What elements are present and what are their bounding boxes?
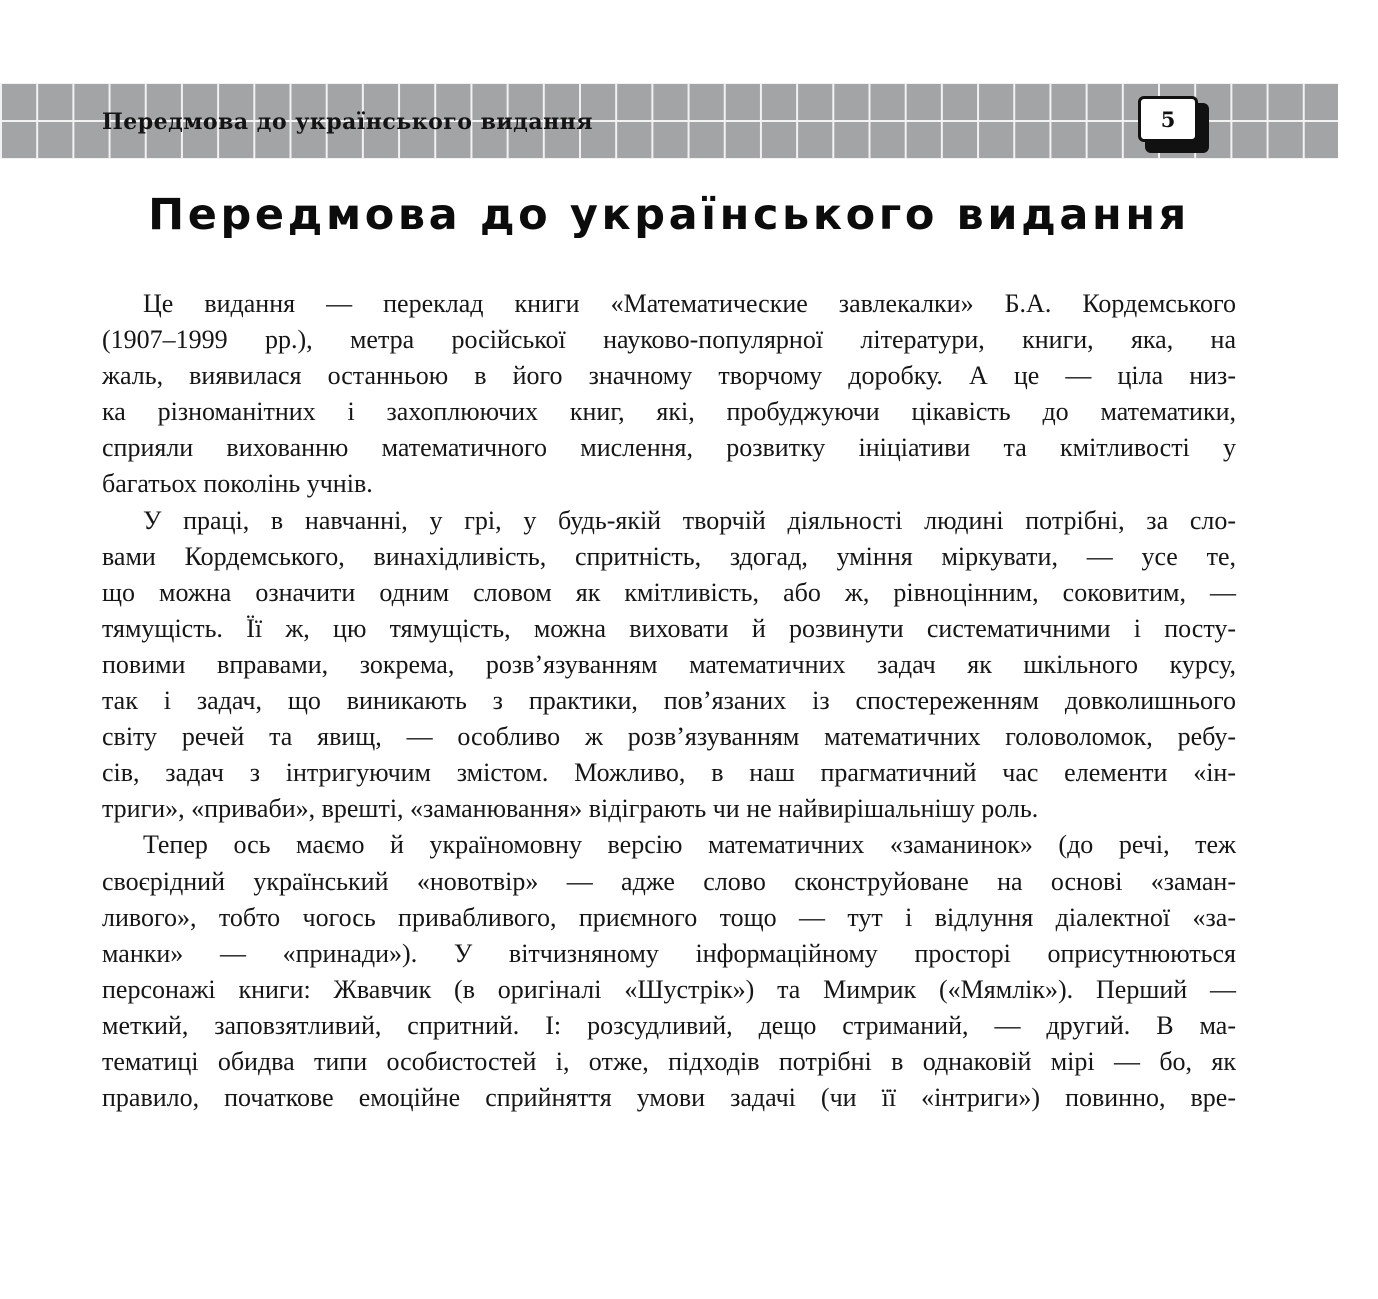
body-text bbox=[102, 286, 1236, 1116]
text-line: так і задач, що виникають з практики, пов’язаних із спостереженням довколишнього bbox=[102, 686, 1236, 716]
text-line: ка різноманітних і захоплюючих книг, які, пробуджуючи цікавість до математики, bbox=[102, 397, 1236, 427]
running-header-title: Передмова до українського видання bbox=[102, 109, 594, 135]
text-line: У праці, в навчанні, у грі, у будь-якій творчій діяльності людині потрібні, за сло- bbox=[143, 505, 1236, 535]
text-line: Це видання — переклад книги «Математические завлекалки» Б.А. Кордемського bbox=[143, 289, 1236, 318]
text-line: вами Кордемського, винахідливість, спритність, здогад, уміння міркувати, — усе те, bbox=[102, 541, 1236, 571]
text-line: тямущість. Її ж, цю тямущість, можна виховати й розвинути систематичними і посту- bbox=[102, 613, 1236, 643]
paragraph-3 bbox=[102, 827, 1236, 1116]
text-line: манки» — «принади»). У вітчизняному інформаційному просторі оприсутнюються bbox=[102, 938, 1236, 968]
text-line: що можна означити одним словом як кмітливість, або ж, рівноцінним, соковитим, — bbox=[102, 577, 1236, 607]
text-line: своєрідний український «новотвір» — адже слово сконструйоване на основі «заман- bbox=[102, 866, 1236, 896]
text-line: персонажі книги: Жвавчик (в оригіналі «Шустрік») та Мимрик («Мямлік»). Перший — bbox=[102, 974, 1236, 1004]
text-line: жаль, виявилася останньою в його значному творчому доробку. А це — ціла низ- bbox=[102, 361, 1236, 391]
paragraph-2 bbox=[102, 503, 1236, 828]
text-line: Тепер ось маємо й україномовну версію математичних «заманинок» (до речі, теж bbox=[143, 830, 1236, 860]
paragraph-1 bbox=[102, 286, 1236, 503]
page-number: 5 bbox=[1160, 106, 1176, 132]
text-line: повими вправами, зокрема, розв’язуванням математичних задач як шкільного курсу, bbox=[102, 649, 1236, 679]
text-line: сів, задач з інтригуючим змістом. Можливо, в наш прагматичний час елементи «ін- bbox=[102, 758, 1236, 788]
text-line: світу речей та явищ, — особливо ж розв’язуванням математичних головоломок, ребу- bbox=[102, 722, 1236, 752]
text-line: правило, початкове емоційне сприйняття умови задачі (чи її «інтриги») повинно, вре- bbox=[102, 1083, 1236, 1113]
text-line: ливого», тобто чогось привабливого, приємного тощо — тут і відлуння діалектної «за- bbox=[102, 902, 1236, 932]
text-line: багатьох поколінь учнів. bbox=[102, 469, 373, 499]
text-line: тематиці обидва типи особистостей і, отже, підходів потрібні в однаковій мірі — бо, як bbox=[102, 1046, 1236, 1076]
page-number-box bbox=[1138, 96, 1198, 142]
page-title: Передмова до українського видання bbox=[148, 190, 1190, 240]
text-line: триги», «приваби», врешті, «заманювання» відіграють чи не найвирішальнішу роль. bbox=[102, 794, 1039, 824]
text-line: меткий, заповзятливий, спритний. І: розсудливий, дещо стриманий, — другий. В ма- bbox=[102, 1010, 1236, 1040]
text-line: сприяли вихованню математичного мислення, розвитку ініціативи та кмітливості у bbox=[102, 433, 1236, 463]
text-line: (1907–1999 рр.), метра російської науково-популярної літератури, книги, яка, на bbox=[102, 325, 1236, 355]
